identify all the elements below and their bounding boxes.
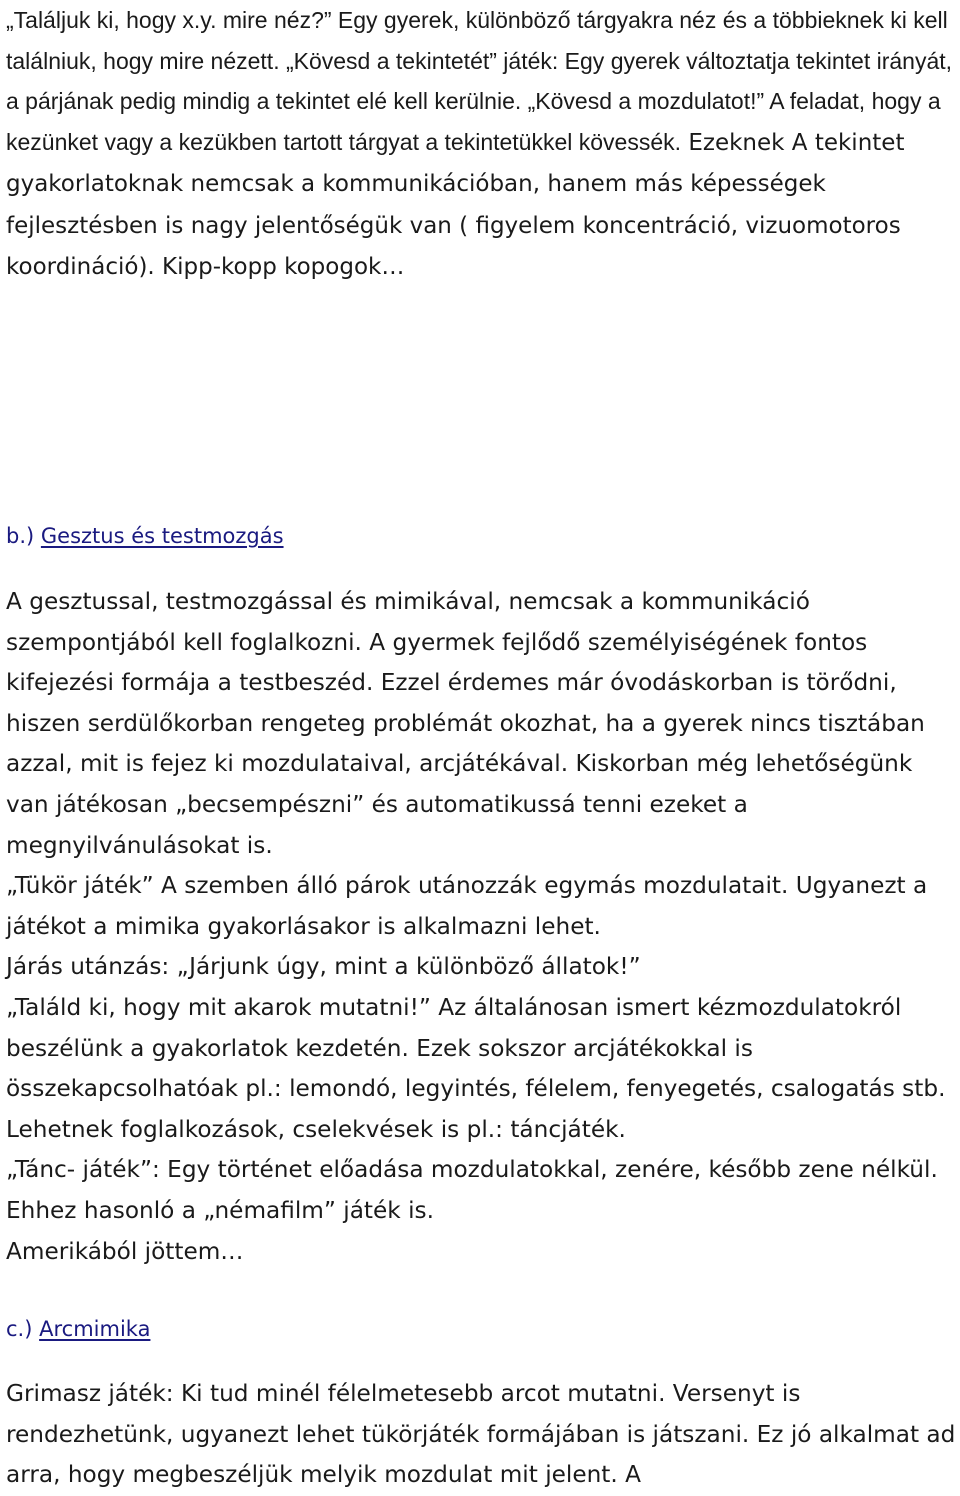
paragraph-gaze-games	[6, 0, 956, 288]
facial-body	[6, 1374, 960, 1496]
mirror-game-paragraph: „Tükör játék” A szemben álló párok utánozzák egymás mozdulatait. Ugyanezt a játékot a mimika gyakorlásakor is alkalmazni lehet.	[6, 872, 928, 940]
section-number-c: c.)	[6, 1317, 33, 1341]
dance-game-paragraph: „Tánc- játék”: Egy történet előadása mozdulatokkal, zenére, később zene nélkül. Ehhez hasonló a „némafilm” játék is.	[6, 1156, 938, 1224]
section-heading-facial	[6, 1314, 150, 1344]
walking-imitation-paragraph: Járás utánzás: „Járjunk úgy, mint a különböző állatok!”	[6, 953, 641, 981]
grimace-game-paragraph: Grimasz játék: Ki tud minél félelmetesebb arcot mutatni. Versenyt is rendezhetünk, ugyanezt lehet tükörjáték formájában is játszani. Ez jó alkalmat ad arra, hogy megbeszéljük melyik mozdulat mit jelent. A	[6, 1380, 956, 1489]
section-link-facial[interactable]: Arcmimika	[39, 1317, 151, 1341]
gestures-intro-paragraph: A gesztussal, testmozgással és mimikával, nemcsak a kommunikáció szempontjából kell foglalkozni. A gyermek fejlődő személyiségének fontos kifejezési formája a testbeszéd. Ezzel érdemes már óvodáskorban is törődni, hiszen serdülőkorban rengeteg problémát okozhat, ha a gyerek nincs tisztában azzal, mit is fejez ki mozdulataival, arcjátékával. Kiskorban még lehetőségünk van játékosan „becsempészni” és automatikussá tenni ezeket a megnyilvánulásokat is.	[6, 588, 925, 859]
rhyme-line: Amerikából jöttem…	[6, 1237, 244, 1265]
gestures-body	[6, 582, 960, 1272]
gaze-games-text: „Találjuk ki, hogy x.y. mire néz?” Egy gyerek, különböző tárgyakra néz és a többieknek ki kell találniuk, hogy mire nézett. „Kövesd a tekintetét” játék: Egy gyerek változtatja tekintet irányát, a párjának pedig mindig a tekintet elé kell kerülnie. „Kövesd a mozdulatot!” A feladat, hogy a kezünket vagy a kezükben tartott tárgyat a tekintetükkel kövessék.	[6, 7, 953, 155]
section-heading-gestures	[6, 521, 284, 551]
section-link-gestures[interactable]: Gesztus és testmozgás	[40, 524, 284, 548]
guess-gesture-paragraph: „Találd ki, hogy mit akarok mutatni!” Az általánosan ismert kézmozdulatokról beszélünk a gyakorlatok kezdetén. Ezek sokszor arcjátékokkal is összekapcsolhatóak pl.: lemondó, legyintés, félelem, fenyegetés, csalogatás stb. Lehetnek foglalkozások, cselekvések is pl.: táncjáték.	[6, 993, 946, 1143]
section-number-b: b.)	[6, 524, 35, 548]
gaze-practice-importance-text: Ezeknek A tekintet gyakorlatoknak nemcsak a kommunikációban, hanem más képességek fejlesztésben is nagy jelentőségük van ( figyelem koncentráció, vizuomotoros koordináció). Kipp-kopp kopogok…	[6, 129, 905, 280]
